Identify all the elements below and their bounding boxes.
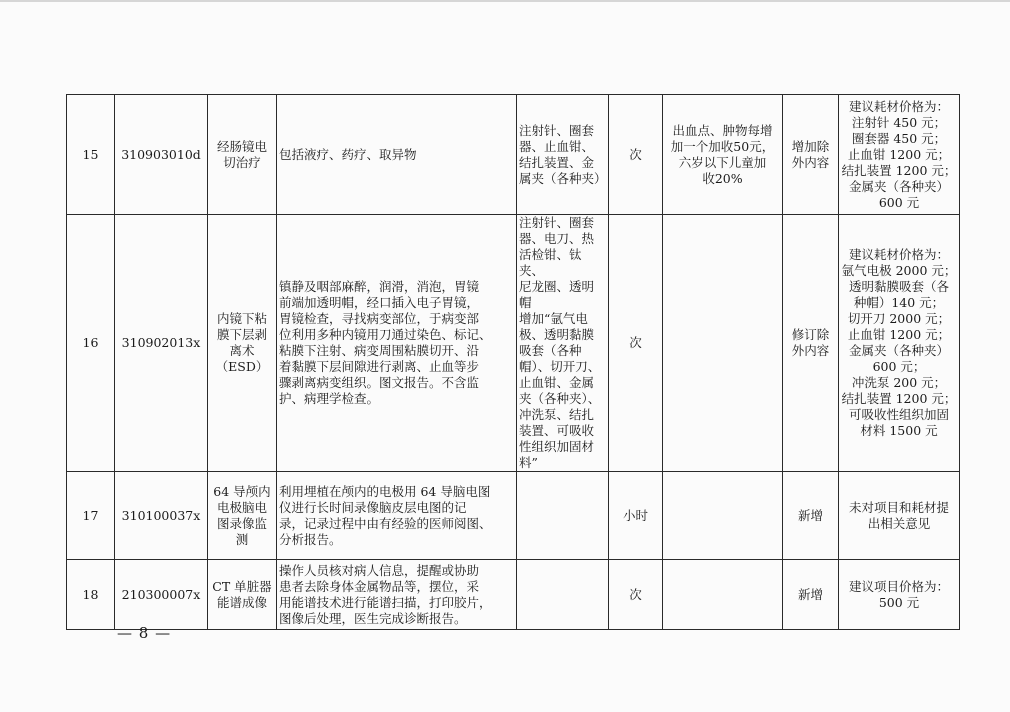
item-note xyxy=(663,560,783,630)
item-note: 出血点、肿物每增 加一个加收50元， 六岁以下儿童加 收20% xyxy=(663,95,783,215)
row-number: 18 xyxy=(67,560,115,630)
item-code: 310902013x xyxy=(115,215,208,472)
item-content: 镇静及咽部麻醉，润滑，消泡，胃镜 前端加透明帽，经口插入电子胃镜， 胃镜检查，寻找病变部位，于病变部 位利用多种内镜用刀通过染色、标记、 粘膜下注射、病变周围粘膜切开、沿 着黏膜下层间隙进行剥离、止血等步 骤剥离病变组织。图文报告。不含监 护、病理学检查。 xyxy=(277,215,517,472)
item-consumables xyxy=(517,560,609,630)
item-suggestion: 建议耗材价格为： 注射针 450 元； 圈套器 450 元； 止血钳 1200 元； 结扎装置 1200 元； 金属夹（各种夹） 600 元 xyxy=(839,95,960,215)
pricing-table xyxy=(66,94,960,630)
item-name: CT 单脏器 能谱成像 xyxy=(208,560,277,630)
table-row xyxy=(67,472,960,560)
item-suggestion: 建议项目价格为： 500 元 xyxy=(839,560,960,630)
item-name: 经肠镜电 切治疗 xyxy=(208,95,277,215)
item-code: 310100037x xyxy=(115,472,208,560)
item-unit: 次 xyxy=(609,215,663,472)
row-number: 17 xyxy=(67,472,115,560)
item-suggestion: 未对项目和耗材提 出相关意见 xyxy=(839,472,960,560)
item-note xyxy=(663,472,783,560)
item-content: 操作人员核对病人信息，提醒或协助 患者去除身体金属物品等，摆位，采 用能谱技术进行能谱扫描，打印胶片， 图像后处理，医生完成诊断报告。 xyxy=(277,560,517,630)
item-content: 利用埋植在颅内的电极用 64 导脑电图 仪进行长时间录像脑皮层电图的记 录，记录过程中由有经验的医师阅图、 分析报告。 xyxy=(277,472,517,560)
item-code: 310903010d xyxy=(115,95,208,215)
item-note xyxy=(663,215,783,472)
item-content: 包括液疗、药疗、取异物 xyxy=(277,95,517,215)
item-consumables xyxy=(517,472,609,560)
item-code: 210300007x xyxy=(115,560,208,630)
item-unit: 小时 xyxy=(609,472,663,560)
item-change-type: 新增 xyxy=(783,560,839,630)
item-unit: 次 xyxy=(609,560,663,630)
page-top-border xyxy=(0,0,1010,2)
item-name: 64 导颅内 电极脑电 图录像监 测 xyxy=(208,472,277,560)
item-suggestion: 建议耗材价格为： 氩气电极 2000 元； 透明黏膜吸套（各 种帽）140 元； 切开刀 2000 元； 止血钳 1200 元； 金属夹（各种夹） 600 元； 冲洗泵 200 元； 结扎装置 1200 元； 可吸收性组织加固 材料 1500 元 xyxy=(839,215,960,472)
table-row xyxy=(67,215,960,472)
row-number: 15 xyxy=(67,95,115,215)
table-row xyxy=(67,95,960,215)
item-change-type: 新增 xyxy=(783,472,839,560)
item-change-type: 修订除 外内容 xyxy=(783,215,839,472)
table-row xyxy=(67,560,960,630)
item-change-type: 增加除 外内容 xyxy=(783,95,839,215)
item-consumables: 注射针、圈套 器、止血钳、 结扎装置、金 属夹（各种夹） xyxy=(517,95,609,215)
item-consumables: 注射针、圈套 器、电刀、热 活检钳、钛夹、 尼龙圈、透明 帽 增加“氩气电 极、透明黏膜 吸套（各种 帽）、切开刀、 止血钳、金属 夹（各种夹）、 冲洗泵、结扎 装置、可吸收 性组织加固材 料” xyxy=(517,215,609,472)
item-name: 内镜下粘 膜下层剥 离术（ESD） xyxy=(208,215,277,472)
item-unit: 次 xyxy=(609,95,663,215)
row-number: 16 xyxy=(67,215,115,472)
page-number: — 8 — xyxy=(117,624,172,642)
